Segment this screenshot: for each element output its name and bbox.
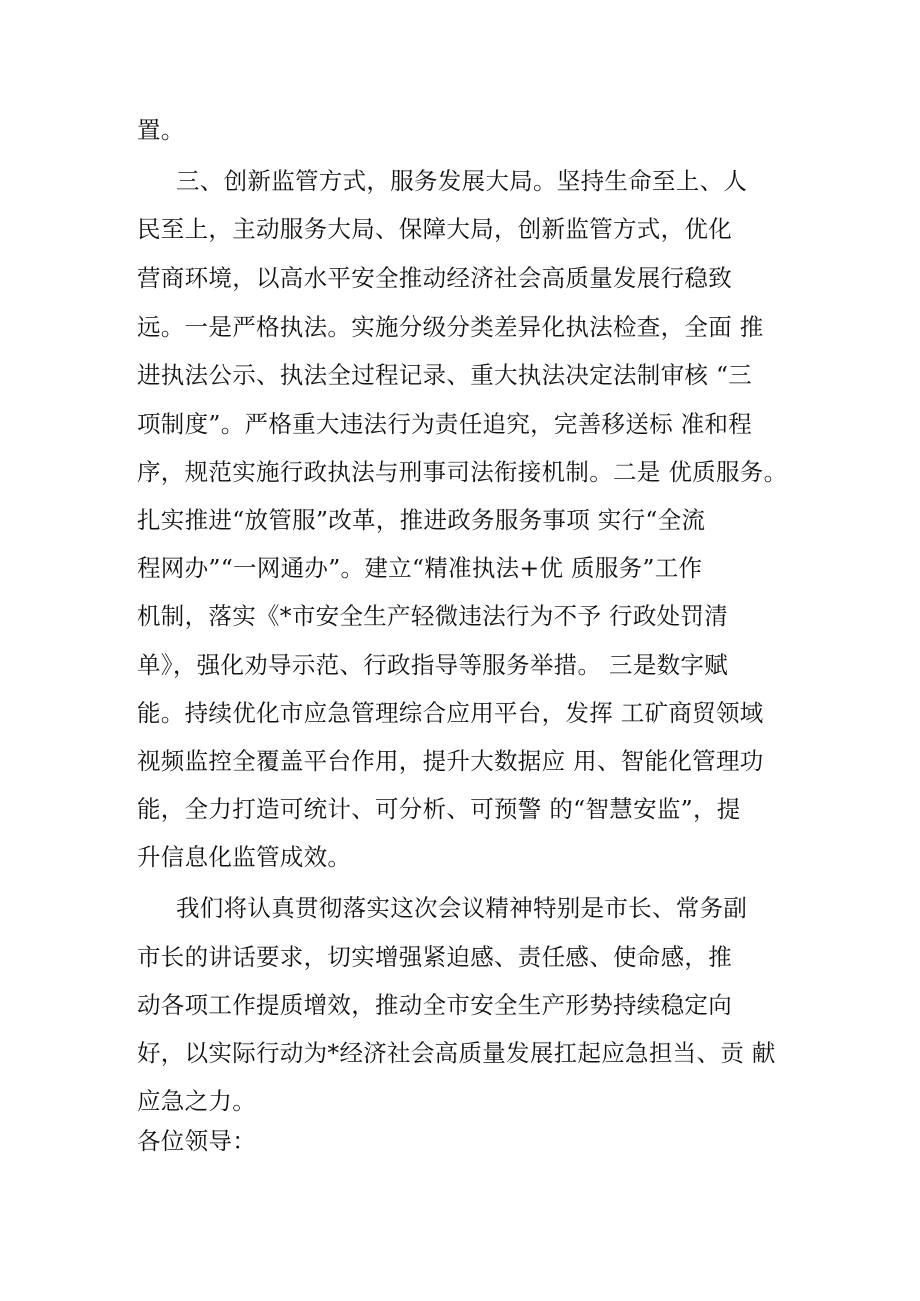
text-line: 项制度”。严格重大违法行为责任追究，完善移送标 准和程 <box>137 410 753 438</box>
paragraph-three-start: 三、创新监管方式，服务发展大局。坚持生命至上、人 <box>176 167 748 195</box>
salutation: 各位领导： <box>137 1127 256 1155</box>
text-line: 序，规范实施行政执法与刑事司法衔接机制。二是 优质服务。 <box>137 458 788 486</box>
text-line: 扎实推进“放管服”改革，推进政务服务事项 实行“全流 <box>137 506 706 534</box>
text-line: 好，以实际行动为*经济社会高质量发展扛起应急担当、贡 献 <box>137 1039 776 1067</box>
closing-paragraph-start: 我们将认真贯彻落实这次会议精神特别是市长、常务副 <box>176 894 748 922</box>
text-line: 营商环境，以高水平安全推动经济社会高质量发展行稳致 <box>137 264 732 292</box>
text-line: 单》，强化劝导示范、行政指导等服务举措。 三是数字赋 <box>137 651 729 679</box>
text-line: 机制，落实《*市安全生产轻微违法行为不予 行政处罚清 <box>137 602 729 630</box>
text-line: 市长的讲话要求，切实增强紧迫感、责任感、使命感，推 <box>137 943 732 971</box>
text-line: 动各项工作提质增效，推动全市安全生产形势持续稳定向 <box>137 991 732 1019</box>
text-line: 进执法公示、执法全过程记录、重大执法决定法制审核 “三 <box>137 361 753 389</box>
text-line: 远。一是严格执法。实施分级分类差异化执法检查，全面 推 <box>137 313 764 341</box>
text-line: 程网办”“一网通办”。建立“精准执法+优 质服务”工作 <box>137 554 703 582</box>
text-line: 应急之力。 <box>137 1087 256 1115</box>
text-line: 置。 <box>137 116 185 144</box>
text-line: 能。持续优化市应急管理综合应用平台，发挥 工矿商贸领域 <box>137 699 764 727</box>
text-line: 升信息化监管成效。 <box>137 843 352 871</box>
text-line: 能，全力打造可统计、可分析、可预警 的“智慧安监”，提 <box>137 795 741 823</box>
text-line: 视频监控全覆盖平台作用，提升大数据应 用、智能化管理功 <box>137 747 764 775</box>
text-line: 民至上，主动服务大局、保障大局，创新监管方式，优化 <box>137 215 732 243</box>
